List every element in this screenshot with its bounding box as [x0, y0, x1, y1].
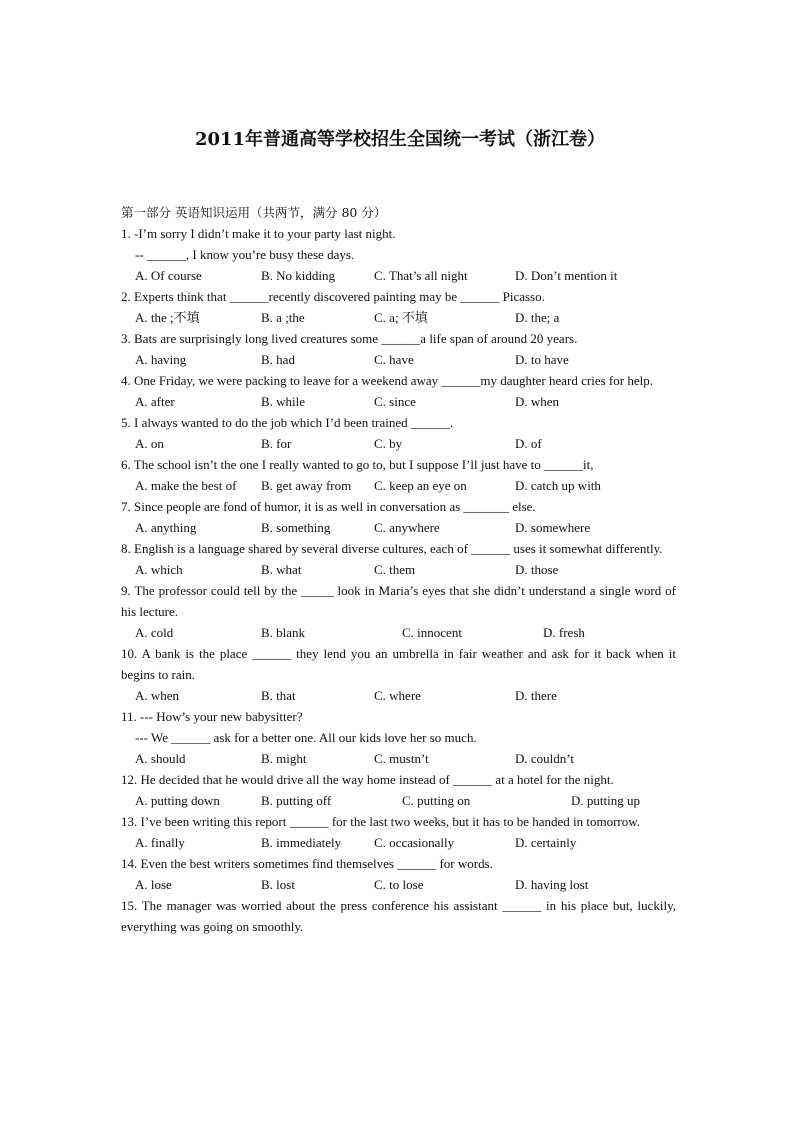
question-5-options — [121, 433, 676, 454]
option-d: D. certainly — [515, 835, 577, 850]
option-d: D. somewhere — [515, 520, 591, 535]
question-12: 12. He decided that he would drive all the way home instead of ______ at a hotel for the night. — [121, 772, 614, 787]
question-10-options — [121, 685, 676, 706]
question-4: 4. One Friday, we were packing to leave for a weekend away ______my daughter heard cries for help. — [121, 373, 653, 388]
question-9-options — [121, 622, 676, 643]
option-c: C. That’s all night — [374, 268, 468, 283]
option-a: A. after — [135, 394, 175, 409]
option-a: A. having — [135, 352, 187, 367]
exam-content — [121, 202, 676, 937]
option-d: D. of — [515, 436, 542, 451]
option-c: C. since — [374, 394, 416, 409]
question-4-options — [121, 391, 676, 412]
option-c: C. where — [374, 688, 421, 703]
option-d: D. having lost — [515, 877, 589, 892]
option-b: B. a ;the — [261, 310, 305, 325]
exam-title: 2011年普通高等学校招生全国统一考试（浙江卷） — [194, 129, 606, 150]
question-10: 10. A bank is the place ______ they lend you an umbrella in fair weather and ask for it back when it begins to rain. — [121, 646, 676, 682]
question-8: 8. English is a language shared by several diverse cultures, each of ______ uses it somewhat differently. — [121, 541, 663, 556]
option-d: D. those — [515, 562, 559, 577]
option-c: C. by — [374, 436, 403, 451]
question-15: 15. The manager was worried about the press conference his assistant ______ in his place but, luckily, everything was going on smoothly. — [121, 898, 676, 934]
option-d: D. there — [515, 688, 557, 703]
option-a: A. lose — [135, 877, 172, 892]
question-12-options — [121, 790, 676, 811]
option-a: A. Of course — [135, 268, 202, 283]
question-1-options — [121, 265, 676, 286]
question-3: 3. Bats are surprisingly long lived creatures some ______a life span of around 20 years. — [121, 331, 578, 346]
question-3-options — [121, 349, 676, 370]
option-c: C. anywhere — [374, 520, 440, 535]
option-c: C. to lose — [374, 877, 424, 892]
option-a: A. make the best of — [135, 478, 237, 493]
option-a: A. cold — [135, 625, 174, 640]
option-d: D. couldn’t — [515, 751, 574, 766]
option-a: A. finally — [135, 835, 185, 850]
question-14: 14. Even the best writers sometimes find themselves ______ for words. — [121, 856, 493, 871]
question-11-options — [121, 748, 676, 769]
question-2-options — [121, 307, 676, 328]
question-11-line-1: 11. --- How’s your new babysitter? — [121, 709, 303, 724]
question-13: 13. I’ve been writing this report ______ for the last two weeks, but it has to be handed in tomorrow. — [121, 814, 641, 829]
option-b: B. that — [261, 688, 296, 703]
option-b: B. get away from — [261, 478, 352, 493]
option-d: D. to have — [515, 352, 569, 367]
option-d: D. when — [515, 394, 560, 409]
option-b: B. lost — [261, 877, 295, 892]
question-13-options — [121, 832, 676, 853]
option-c: C. keep an eye on — [374, 478, 467, 493]
question-9: 9. The professor could tell by the _____ look in Maria’s eyes that she didn’t understand a single word of his lecture. — [121, 583, 676, 619]
option-d: D. catch up with — [515, 478, 601, 493]
question-7: 7. Since people are fond of humor, it is as well in conversation as _______ else. — [121, 499, 536, 514]
question-5: 5. I always wanted to do the job which I’d been trained ______. — [121, 415, 454, 430]
option-d: D. the; a — [515, 310, 560, 325]
option-a: A. when — [135, 688, 180, 703]
option-b: B. No kidding — [261, 268, 336, 283]
option-b: B. might — [261, 751, 307, 766]
question-2: 2. Experts think that ______recently discovered painting may be ______ Picasso. — [121, 289, 545, 304]
option-b: B. immediately — [261, 835, 342, 850]
option-a: A. which — [135, 562, 183, 577]
section-heading: 第一部分 英语知识运用（共两节，满分 80 分） — [121, 205, 387, 220]
option-c: C. have — [374, 352, 414, 367]
option-c: C. a; 不填 — [374, 310, 428, 325]
option-a: A. putting down — [135, 793, 220, 808]
option-c: C. mustn’t — [374, 751, 429, 766]
option-c: C. innocent — [402, 625, 462, 640]
question-7-options — [121, 517, 676, 538]
option-c: C. occasionally — [374, 835, 455, 850]
question-1-line-2: -- ______, I know you’re busy these days. — [135, 247, 355, 262]
option-a: A. should — [135, 751, 186, 766]
option-b: B. putting off — [261, 793, 332, 808]
option-c: C. them — [374, 562, 416, 577]
option-b: B. had — [261, 352, 295, 367]
option-b: B. blank — [261, 625, 306, 640]
question-8-options — [121, 559, 676, 580]
option-a: A. anything — [135, 520, 197, 535]
option-a: A. the ;不填 — [135, 310, 200, 325]
question-6-options — [121, 475, 676, 496]
question-1-line-1: 1. -I’m sorry I didn’t make it to your party last night. — [121, 226, 396, 241]
question-6: 6. The school isn’t the one I really wanted to go to, but I suppose I’ll just have to ______it, — [121, 457, 594, 472]
option-a: A. on — [135, 436, 164, 451]
question-11-line-2: --- We ______ ask for a better one. All our kids love her so much. — [135, 730, 477, 745]
option-b: B. for — [261, 436, 292, 451]
option-b: B. something — [261, 520, 331, 535]
option-d: D. Don’t mention it — [515, 268, 618, 283]
option-c: C. putting on — [402, 793, 471, 808]
option-b: B. what — [261, 562, 302, 577]
question-14-options — [121, 874, 676, 895]
option-d: D. fresh — [543, 625, 585, 640]
option-b: B. while — [261, 394, 306, 409]
option-d: D. putting up — [571, 793, 640, 808]
